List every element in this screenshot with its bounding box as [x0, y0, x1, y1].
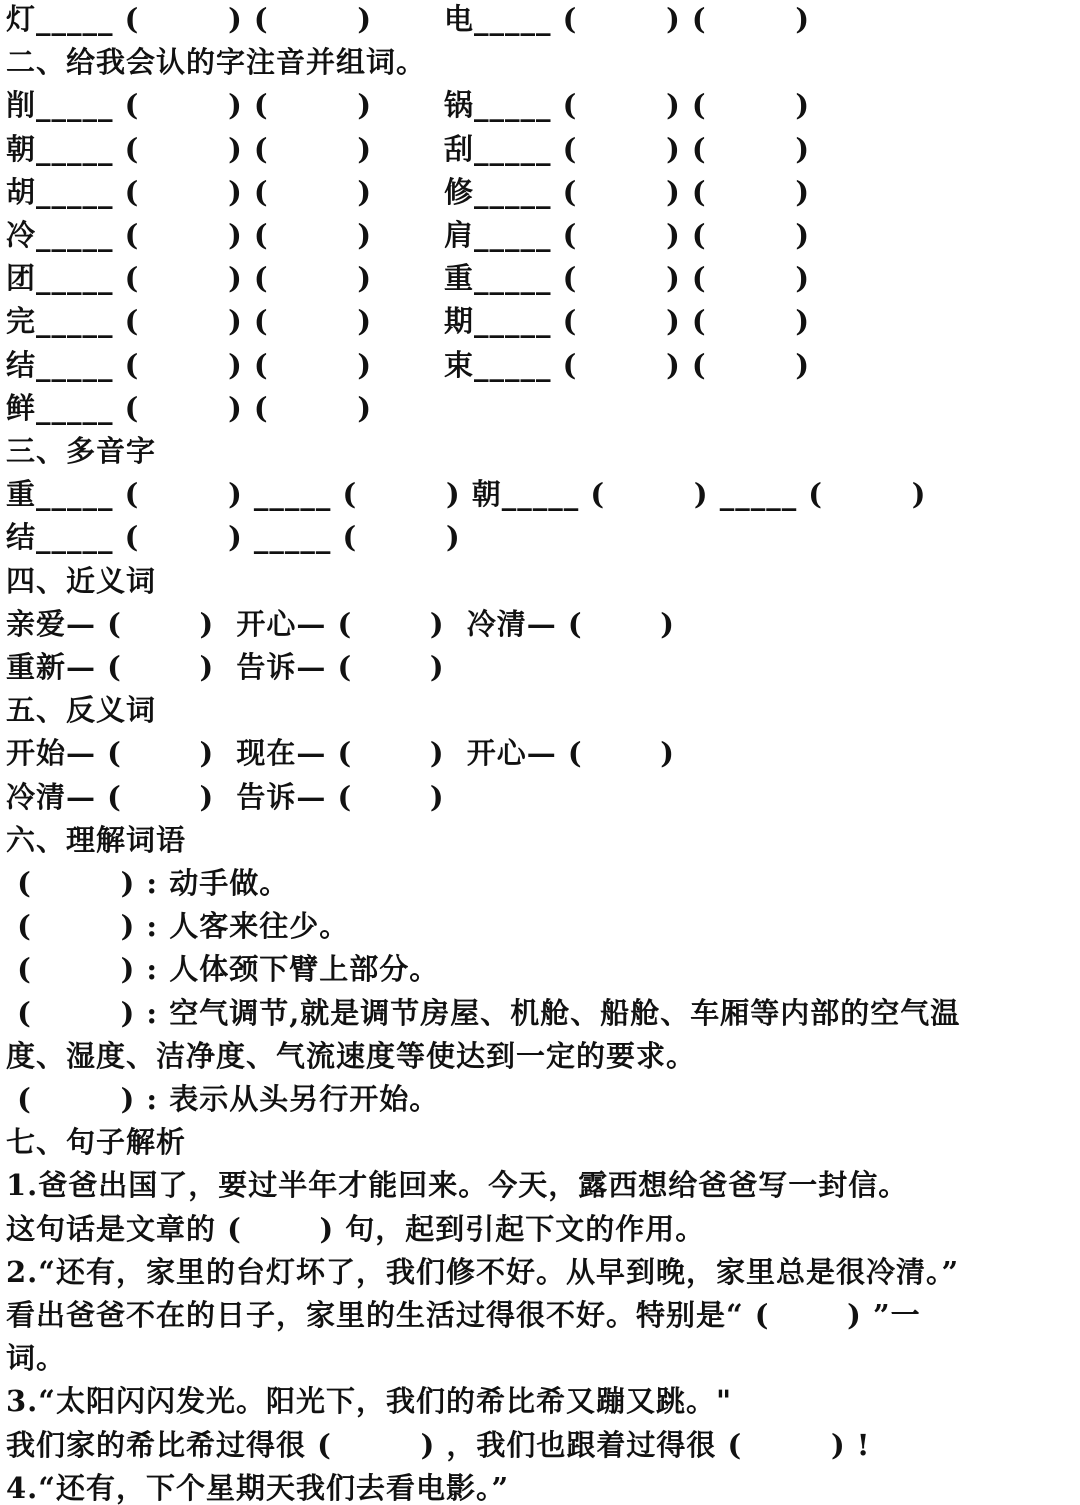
worksheet-line: 重新— ( ) 告诉— ( ) [6, 650, 445, 684]
worksheet-line: ( ) : 动手做。 [6, 866, 290, 900]
worksheet-line-right: 修_____ ( ) ( ) [444, 174, 811, 209]
worksheet-line: 开始— ( ) 现在— ( ) 开心— ( ) [6, 736, 676, 771]
worksheet-line: 四、近义词 [6, 563, 157, 598]
worksheet-line: ( ) : 空气调节,就是调节房屋、机舱、船舱、车厢等内部的空气温 [6, 995, 961, 1030]
worksheet-line: 五、反义词 [6, 693, 157, 728]
worksheet-line: 冷_____ ( ) ( ) [6, 218, 373, 252]
worksheet-line: 灯_____ ( ) ( ) [6, 2, 373, 36]
worksheet-line: 4.“还有，下个星期天我们去看电影。” [6, 1470, 510, 1505]
worksheet-line: 看出爸爸不在的日子，家里的生活过得很不好。特别是“ ( ) ”一 [6, 1298, 921, 1332]
worksheet-line: 重_____ ( ) _____ ( ) 朝_____ ( ) _____ ( ) [6, 477, 927, 512]
worksheet-line-right: 刮_____ ( ) ( ) [444, 131, 811, 166]
worksheet-line: 朝_____ ( ) ( ) [6, 131, 373, 166]
worksheet-line: 胡_____ ( ) ( ) [6, 174, 373, 209]
worksheet-line: 完_____ ( ) ( ) [6, 304, 373, 339]
worksheet-line: 削_____ ( ) ( ) [6, 88, 373, 123]
worksheet-line: 三、多音字 [6, 434, 157, 468]
worksheet-line-right: 束_____ ( ) ( ) [444, 347, 811, 382]
worksheet-line-right: 肩_____ ( ) ( ) [444, 218, 811, 252]
worksheet-line: 2.“还有，家里的台灯坏了，我们修不好。从早到晚，家里总是很冷清。” [6, 1254, 960, 1289]
worksheet-line: 六、理解词语 [6, 822, 187, 857]
worksheet-line-right: 重_____ ( ) ( ) [444, 261, 811, 296]
worksheet-line: ( ) : 人体颈下臂上部分。 [6, 952, 440, 987]
worksheet-line: 七、句子解析 [6, 1125, 187, 1160]
worksheet-line: 二、给我会认的字注音并组词。 [6, 45, 427, 80]
worksheet-line: 1.爸爸出国了，要过半年才能回来。今天，露西想给爸爸写一封信。 [6, 1168, 909, 1203]
worksheet-line: ( ) : 表示从头另行开始。 [6, 1082, 440, 1116]
worksheet-line: 团_____ ( ) ( ) [6, 261, 373, 296]
worksheet-line: 结_____ ( ) ( ) [6, 347, 373, 382]
worksheet-line: ( ) : 人客来往少。 [6, 909, 350, 944]
worksheet-line: 3.“太阳闪闪发光。阳光下，我们的希比希又蹦又跳。" [6, 1384, 733, 1419]
worksheet-line: 鲜_____ ( ) ( ) [6, 390, 373, 425]
worksheet-line: 词。 [6, 1341, 67, 1376]
worksheet-line-right: 期_____ ( ) ( ) [444, 304, 811, 339]
worksheet-line: 结_____ ( ) _____ ( ) [6, 520, 461, 555]
worksheet-line: 冷清— ( ) 告诉— ( ) [6, 779, 445, 814]
worksheet-line-right: 电_____ ( ) ( ) [444, 2, 811, 36]
worksheet-line-right: 锅_____ ( ) ( ) [444, 88, 811, 123]
worksheet-line: 我们家的希比希过得很 ( ) ，我们也跟着过得很 ( ) ! [6, 1427, 871, 1462]
worksheet-line: 亲爱— ( ) 开心— ( ) 冷清— ( ) [6, 606, 676, 641]
worksheet-line: 度、湿度、洁净度、气流速度等使达到一定的要求。 [6, 1038, 697, 1073]
worksheet-line: 这句话是文章的 ( ) 句，起到引起下文的作用。 [6, 1211, 706, 1246]
